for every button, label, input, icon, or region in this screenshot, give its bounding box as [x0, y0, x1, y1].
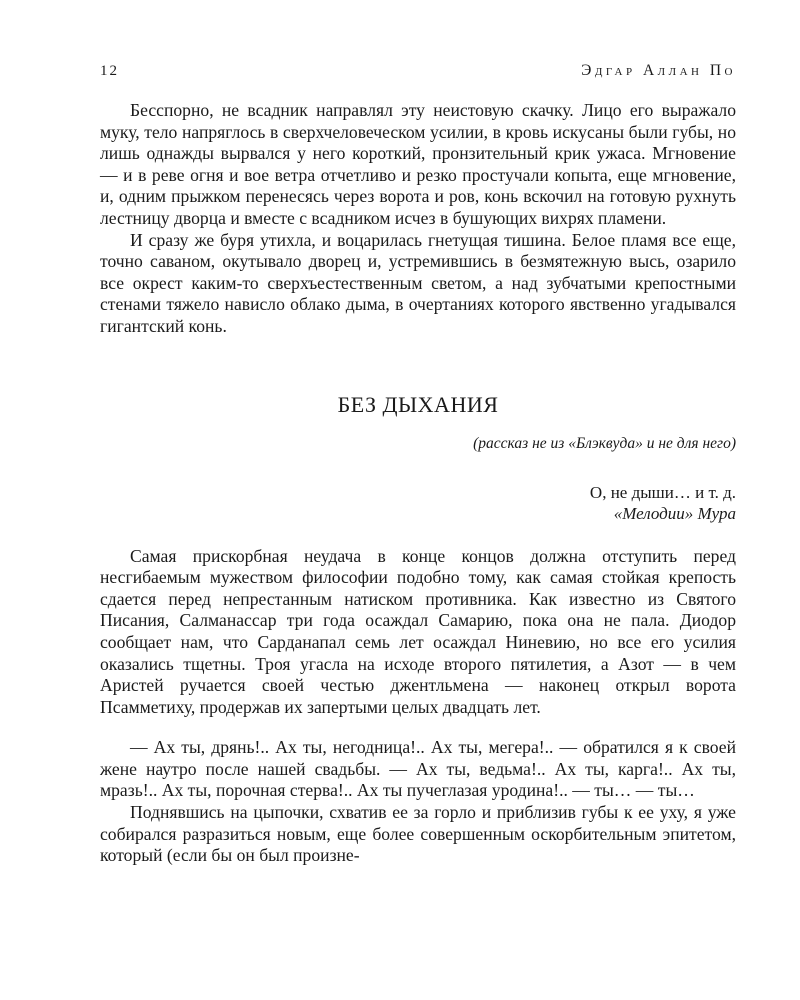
epigraph-source: «Мелодии» Мура	[613, 503, 736, 523]
dialogue-block	[100, 737, 736, 867]
body-paragraph: И сразу же буря утихла, и воцарилась гнетущая тишина. Белое пламя все еще, точно саваном, окутывало дворец и, устремившись в безмятежную высь, озарило все окрест каким-то сверхъестественным светом, а над зубчатыми крепостными стенами тяжело нависло облако дыма, в очертаниях которого явственно угадывался гигантский конь.	[100, 229, 736, 336]
body-paragraph: Бесспорно, не всадник направлял эту неистовую скачку. Лицо его выражало муку, тело напряглось в сверхчеловеческом усилии, в кровь искусаны были губы, но лишь однажды вырвался у него короткий, пронзительный крик ужаса. Мгновение — и в реве огня и вое ветра отчетливо и резко простучали копыта, еще мгновение, и, одним прыжком перенесясь через ворота и ров, конь вскочил на готовую рухнуть лестницу дворца и вместе с всадником исчез в бушующих вихрях пламени.	[100, 100, 736, 228]
body-paragraph: — Ах ты, дрянь!.. Ах ты, негодница!.. Ах ты, мегера!.. — обратился я к своей жене наутро после нашей свадьбы. — Ах ты, ведьма!.. Ах ты, карга!.. Ах ты, мразь!.. Ах ты, порочная стерва!.. Ах ты пучеглазая уродина!.. — ты… — ты…	[100, 737, 736, 801]
chapter-subtitle: (рассказ не из «Блэквуда» и не для него)	[473, 434, 736, 452]
epigraph	[100, 482, 736, 524]
body-paragraph: Самая прискорбная неудача в конце концов должна отступить перед несгибаемым мужеством философии подобно тому, как самая стойкая крепость сдается перед непрестанным натиском противника. Как известно из Святого Писания, Салманассар три года осаждал Самарию, пока она не пала. Диодор сообщает нам, что Сарданапал семь лет осаждал Ниневию, но все его усилия оказались тщетны. Троя угасла на исходе второго пятилетия, а Азот — в чем Аристей ручается своей честью джентльмена — наконец открыл ворота Псамметиху, продержав их запертыми целых двадцать лет.	[100, 545, 736, 717]
running-head	[100, 62, 736, 86]
page-number: 12	[100, 63, 119, 79]
story-ending-block	[100, 100, 736, 338]
book-page	[100, 62, 736, 867]
running-head-author: Эдгар Аллан По	[581, 62, 736, 79]
chapter-title: БЕЗ ДЫХАНИЯ	[337, 391, 499, 417]
chapter-opening-block	[100, 546, 736, 719]
epigraph-quote: О, не дыши… и т. д.	[589, 482, 736, 502]
body-paragraph: Поднявшись на цыпочки, схватив ее за горло и приблизив губы к ее уху, я уже собирался разразиться новым, еще более совершенным оскорбительным эпитетом, который (если бы он был произне-	[100, 802, 736, 866]
